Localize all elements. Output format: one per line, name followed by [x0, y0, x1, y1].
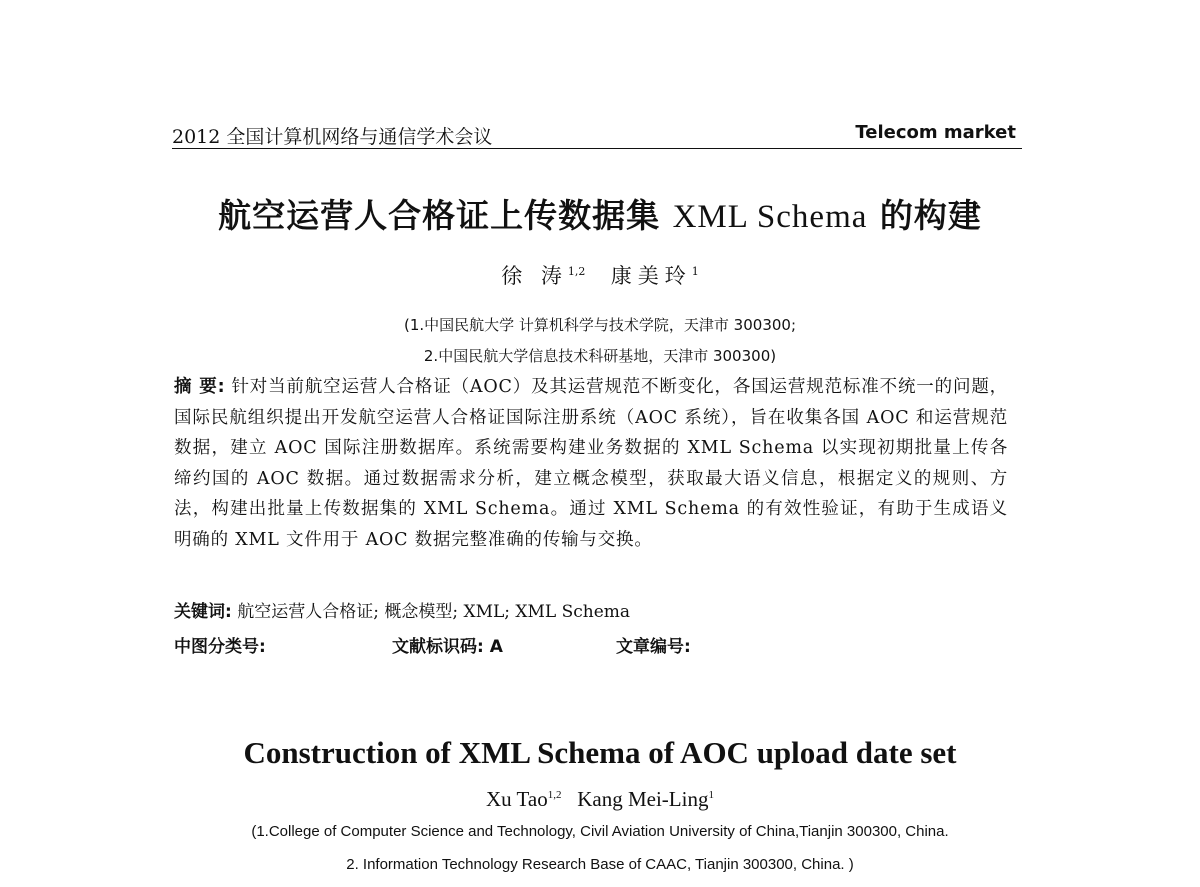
chinese-title-part1: 航空运营人合格证上传数据集 — [218, 196, 673, 235]
english-title: Construction of XML Schema of AOC upload date set — [243, 735, 957, 770]
affiliation-en-2: 2. Information Technology Research Base of CAAC, Tianjin 300300, China. ) — [346, 856, 854, 873]
abstract-label: 摘 要: — [174, 377, 226, 397]
author-2-en-affiliation: 1 — [708, 789, 714, 801]
author-1-en: Xu Tao — [486, 787, 548, 811]
affiliation-cn-2: 2.中国民航大学信息技术科研基地，天津市 300300) — [423, 347, 777, 365]
classification-line — [174, 632, 1008, 660]
chinese-title — [0, 190, 1200, 237]
chinese-authors — [0, 260, 1200, 290]
author-2-cn: 康美玲 — [610, 264, 692, 288]
affiliation-en-1: (1.College of Computer Science and Technology, Civil Aviation University of China,Tianjin 300300, China. — [251, 823, 949, 840]
abstract-text: 针对当前航空运营人合格证（AOC）及其运营规范不断变化，各国运营规范标准不统一的问题，国际民航组织提出开发航空运营人合格证国际注册系统（AOC 系统），旨在收集各国 AOC 和运营规范数据，建立 AOC 国际注册数据库。系统需要构建业务数据的 XML Schema 以实现初期批量上传各缔约国的 AOC 数据。通过数据需求分析，建立概念模型，获取最大语义信息，根据定义的规则、方法，构建出批量上传数据集的 XML Schema。通过 XML Schema 的有效性验证，有助于生成语义明确的 XML 文件用于 AOC 数据完整准确的传输与交换。 — [174, 377, 1008, 550]
affiliation-cn-1: (1.中国民航大学 计算机科学与技术学院，天津市 300300; — [403, 316, 797, 334]
author-2-en: Kang Mei-Ling — [577, 787, 709, 811]
running-header — [172, 118, 1022, 149]
journal-name: Telecom market — [855, 122, 1016, 143]
conference-name: 2012 全国计算机网络与通信学术会议 — [172, 126, 493, 148]
chinese-title-part2: 的构建 — [867, 196, 982, 235]
author-1-cn-affiliation: 1,2 — [567, 265, 586, 278]
english-authors — [0, 787, 1200, 812]
clc-number-label: 中图分类号: — [174, 637, 266, 657]
author-2-cn-affiliation: 1 — [691, 265, 699, 278]
keywords-label: 关键词: — [174, 602, 232, 622]
document-code: 文献标识码: A — [392, 637, 503, 657]
keywords — [174, 598, 1008, 626]
article-number-label: 文章编号: — [616, 637, 691, 657]
abstract — [174, 372, 1008, 555]
author-1-cn: 徐 涛 — [501, 264, 568, 288]
author-1-en-affiliation: 1,2 — [547, 789, 562, 801]
chinese-title-latin: XML Schema — [672, 199, 868, 235]
keywords-text: 航空运营人合格证; 概念模型; XML; XML Schema — [237, 602, 631, 622]
